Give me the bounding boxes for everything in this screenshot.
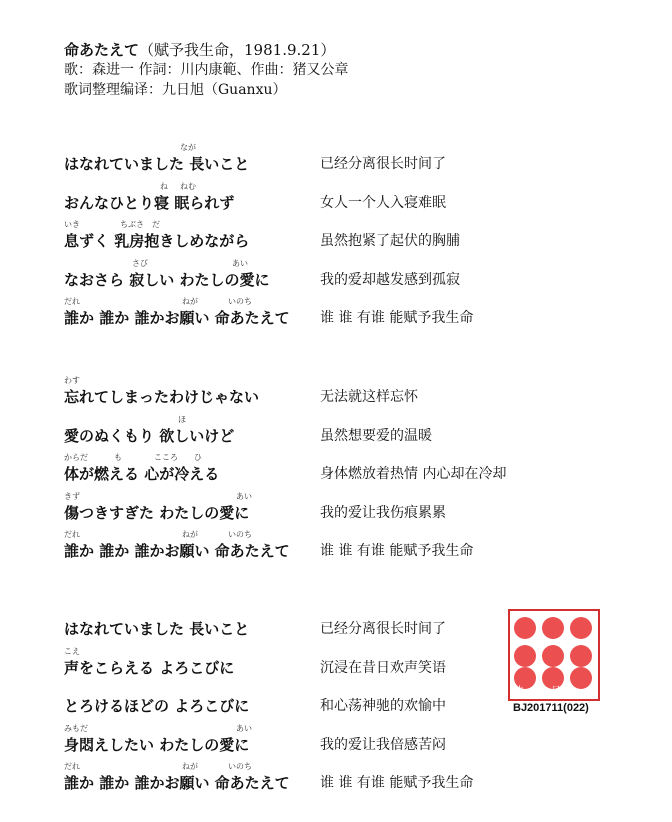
furigana: ね	[160, 181, 168, 191]
furigana: いき	[64, 220, 80, 229]
song-header	[64, 40, 348, 100]
song-credits: 歌：森进一 作詞：川内康範、作曲：猪又公章	[64, 62, 349, 78]
japanese-lyric: 声をこらえる よろこびに	[64, 658, 235, 677]
furigana: ねが	[182, 762, 198, 771]
furigana: ひ	[194, 453, 202, 462]
furigana: ちぶさ	[120, 220, 144, 229]
japanese-lyric: なおさら 寂しい わたしの愛に	[64, 270, 270, 289]
chinese-translation: 已经分离很长时间了	[320, 156, 446, 172]
furigana: なが	[180, 143, 196, 152]
japanese-lyric: おんなひとり寝 眠られず	[64, 193, 235, 212]
chinese-translation: 已经分离很长时间了	[320, 621, 446, 637]
chinese-translation: 谁 谁 有谁 能赋予我生命	[320, 543, 474, 559]
chinese-translation: 谁 谁 有谁 能赋予我生命	[320, 775, 474, 791]
chinese-translation: 无法就这样忘怀	[320, 389, 418, 405]
stamp-char: 日	[551, 686, 561, 696]
japanese-lyric: 忘れてしまったわけじゃない	[64, 388, 260, 406]
furigana: だれ	[64, 530, 80, 539]
japanese-lyric: 誰か 誰か 誰かお願い 命あたえて	[64, 309, 290, 327]
furigana: ねが	[182, 530, 198, 539]
furigana: さび	[132, 258, 148, 268]
furigana: あい	[232, 258, 248, 268]
furigana: あい	[236, 491, 252, 501]
furigana: みもだ	[64, 723, 88, 733]
furigana: も	[114, 453, 122, 462]
furigana: ほ	[178, 414, 186, 424]
furigana: こころ	[154, 453, 178, 462]
chinese-translation: 女人一个人入寝难眠	[320, 194, 446, 211]
stamp-dot	[542, 645, 564, 667]
japanese-lyric: 傷つきすぎた わたしの愛に	[64, 503, 250, 522]
stamp-dot	[570, 645, 592, 667]
furigana: いのち	[228, 530, 252, 539]
chinese-translation: 身体燃放着热情 内心却在冷却	[320, 466, 507, 482]
japanese-lyric: 体が燃える 心が冷える	[64, 465, 220, 483]
japanese-lyric: 誰か 誰か 誰かお願い 命あたえて	[64, 774, 290, 792]
translator-credit: 歌词整理编译：九日旭（Guanxu）	[64, 82, 287, 98]
chinese-translation: 沉浸在昔日欢声笑语	[320, 659, 446, 676]
japanese-lyric: はなれていました 長いこと	[64, 155, 250, 173]
stamp-char: 光	[586, 686, 596, 696]
chinese-translation: 我的爱让我伤痕累累	[320, 504, 446, 521]
furigana: ねが	[182, 297, 198, 306]
furigana: ねむ	[180, 181, 196, 191]
stamp-dot	[570, 617, 592, 639]
furigana: いのち	[228, 297, 252, 306]
furigana: いのち	[228, 762, 252, 771]
japanese-lyric: 誰か 誰か 誰かお願い 命あたえて	[64, 542, 290, 560]
furigana: からだ	[64, 453, 88, 462]
stamp-characters	[516, 683, 596, 696]
chinese-translation: 和心荡神驰的欢愉中	[320, 698, 446, 714]
stamp-dot	[542, 617, 564, 639]
chinese-translation: 虽然抱紧了起伏的胸脯	[320, 233, 460, 249]
japanese-lyric: 愛のぬくもり 欲しいけど	[64, 426, 235, 445]
song-subtitle: （赋予我生命，1981.9.21）	[139, 41, 336, 59]
chinese-translation: 谁 谁 有谁 能赋予我生命	[320, 310, 474, 326]
furigana: あい	[236, 723, 252, 733]
chinese-translation: 我的爱却越发感到孤寂	[320, 271, 460, 288]
chinese-translation: 我的爱让我倍感苦闷	[320, 736, 446, 753]
furigana: だれ	[64, 297, 80, 306]
japanese-lyric: はなれていました 長いこと	[64, 620, 250, 638]
stamp-dot	[514, 645, 536, 667]
furigana: だ	[152, 220, 160, 229]
japanese-lyric: 息ずく 乳房抱きしめながら	[64, 232, 250, 250]
stamp-char: 九	[516, 686, 526, 696]
stamp-code: BJ201711(022)	[513, 702, 589, 714]
japanese-lyric: とろけるほどの よろこびに	[64, 697, 250, 715]
furigana: こえ	[64, 646, 80, 656]
furigana: きず	[64, 491, 80, 501]
stamp-dot	[514, 617, 536, 639]
japanese-lyric: 身悶えしたい わたしの愛に	[64, 735, 250, 754]
furigana: だれ	[64, 762, 80, 771]
song-title: 命あたえて	[64, 41, 140, 59]
song-title-line	[64, 40, 348, 60]
furigana: わす	[64, 376, 80, 385]
chinese-translation: 虽然想要爱的温暖	[320, 427, 432, 444]
seal-stamp	[508, 609, 600, 701]
